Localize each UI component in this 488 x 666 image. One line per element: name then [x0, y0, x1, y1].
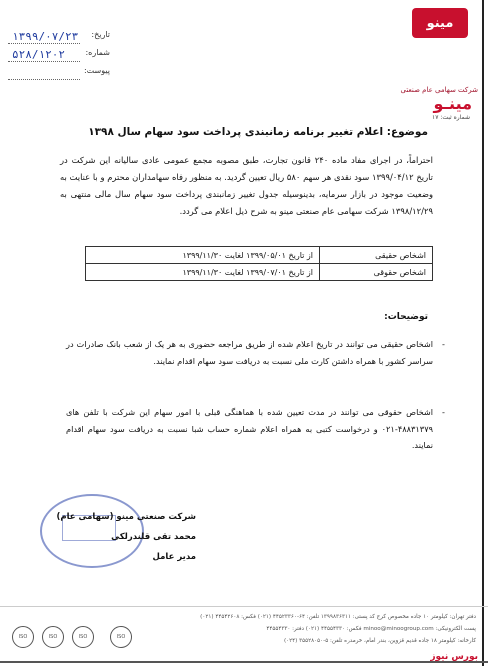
- number-label: شماره:: [85, 48, 110, 57]
- schedule-period: از تاریخ ۱۳۹۹/۰۵/۰۱ لغایت ۱۳۹۹/۱۱/۳۰: [86, 247, 320, 264]
- schedule-who: اشخاص حقوقی: [320, 264, 433, 281]
- note-item: [66, 336, 445, 369]
- number-line: [8, 61, 80, 62]
- letter-body: احتراماً، در اجرای مفاد ماده ۲۴۰ قانون تجارت، طبق مصوبه مجمع عمومی عادی سالیانه این شرکت در تاریخ ۱۳۹۹/۰۴/۱۲ سود نقدی هر سهم ۵۸۰ ریال تعیین گردید. به منظور رفاه سهامداران محترم و با عنایت به وضعیت موجود در بازار سرمایه، بدینوسیله جدول تغییر زمانبندی پرداخت سود سهام سال مالی منتهی به ۱۳۹۸/۱۲/۲۹ شرکت سهامی عام صنعتی مینو به شرح ذیل اعلام می گردد.: [60, 155, 433, 216]
- date-line: [8, 43, 80, 44]
- notes-title: توضیحات:: [384, 312, 428, 322]
- note-text: اشخاص حقوقی می توانند در مدت تعیین شده با هماهنگی قبلی با امور سهام این شرکت با تلفن های ۴۸۸۳۱۳۷۹-۰۲۱ و درخواست کتبی به همراه اعلام شماره حساب شبا نسبت به دریافت سود سهام اقدام نمایند.: [66, 407, 433, 450]
- payment-schedule-table: [85, 246, 433, 281]
- letter-subject: موضوع: اعلام تغییر برنامه زمانبندی پرداخت سود سهام سال ۱۳۹۸: [88, 126, 428, 138]
- signature-title: مدیر عامل: [152, 552, 196, 562]
- date-label: تاریخ:: [91, 30, 110, 39]
- note-item: [66, 404, 445, 454]
- registration-number: شماره ثبت: ۱۷: [431, 114, 470, 121]
- bullet-dash: -: [442, 407, 445, 417]
- footer-address-factory: کارخانه: کیلومتر ۱۸ جاده قدیم قزوین، بندر امام، خرمدره تلفن: ۵-۳۵۵۲۸۰۵۰ (۰۲۴): [283, 638, 476, 644]
- footer-address-tehran: دفتر تهران: کیلومتر ۱۰ جاده مخصوص کرج کد پستی: ۱۳۹۹۸۳۶۳۱۱ تلفن: ۶۴-۴۴۵۲۳۳۶۰ (۰۲۱) فکس: ۴۴۵۴۲۶۰۸ (۰۲۱): [200, 614, 476, 620]
- attachment-line: [8, 79, 80, 80]
- page-border-bottom: [0, 661, 488, 663]
- number-row: [0, 48, 110, 62]
- signature-name: محمد تقی قلندرلکی: [111, 532, 196, 542]
- schedule-period: از تاریخ ۱۳۹۹/۰۷/۰۱ لغایت ۱۳۹۹/۱۱/۳۰: [86, 264, 320, 281]
- certificate-badge-icon: ISO: [72, 626, 94, 648]
- company-type: شرکت سهامی عام صنعتی: [400, 86, 478, 94]
- date-value: ۱۳۹۹/۰۷/۲۳: [12, 30, 79, 43]
- signature-company: شرکت صنعتی مینو (سهامی عام): [56, 512, 196, 522]
- certificate-badge-icon: ISO: [110, 626, 132, 648]
- company-logo: [412, 8, 468, 38]
- page-border-right: [482, 0, 484, 666]
- certificate-badge-icon: ISO: [12, 626, 34, 648]
- logo-text: مینو: [426, 15, 454, 31]
- bullet-dash: -: [442, 339, 445, 349]
- schedule-who: اشخاص حقیقی: [320, 247, 433, 264]
- attachment-label: پیوست:: [83, 66, 110, 75]
- table-row: [86, 247, 433, 264]
- company-wordmark: مینـو: [433, 94, 472, 113]
- number-value: ۵۲۸/۱۲۰۲: [12, 48, 65, 61]
- note-text: اشخاص حقیقی می توانند در تاریخ اعلام شده از طریق مراجعه حضوری به هر یک از شعب بانک صادرات در سراسر کشور با همراه داشتن کارت ملی نسبت به دریافت سود سهام اقدام نمایند.: [66, 339, 433, 366]
- table-row: [86, 264, 433, 281]
- attachment-row: [0, 66, 110, 80]
- certificate-badge-icon: ISO: [42, 626, 64, 648]
- date-row: [0, 30, 110, 44]
- watermark-text: بورس نیوز: [430, 652, 478, 662]
- footer-contact: پست الکترونیکی: minoo@minoogroup.com فکس: ۴۴۵۵۴۳۳۰ (۰۲۱) دفتر: ۴۴۵۵۴۳۳۰: [266, 626, 476, 632]
